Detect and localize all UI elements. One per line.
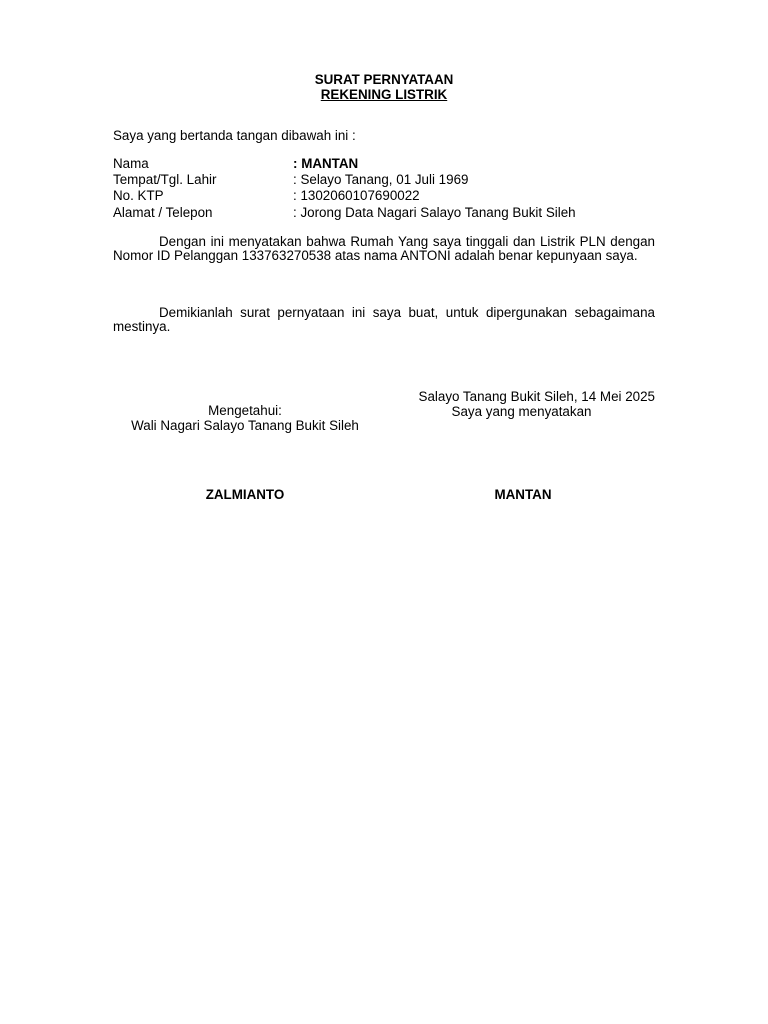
witness-label: Mengetahui: xyxy=(208,403,282,418)
witness-name: ZALMIANTO xyxy=(205,487,285,502)
witness-title: Wali Nagari Salayo Tanang Bukit Sileh xyxy=(131,418,359,433)
document-subtitle: REKENING LISTRIK xyxy=(320,87,448,102)
intro-text: Saya yang bertanda tangan dibawah ini : xyxy=(113,128,356,143)
identity-label: Alamat / Telepon xyxy=(113,205,213,220)
identity-value xyxy=(293,205,576,221)
identity-value-text: Selayo Tanang, 01 Juli 1969 xyxy=(300,172,469,187)
closing-paragraph: Demikianlah surat pernyataan ini saya buat, untuk dipergunakan sebagaimana mestinya. xyxy=(113,305,655,335)
identity-value-text: 1302060107690022 xyxy=(300,188,420,203)
document-title: SURAT PERNYATAAN xyxy=(314,72,454,87)
identity-separator: : xyxy=(293,172,301,187)
identity-value-text: Jorong Data Nagari Salayo Tanang Bukit Sileh xyxy=(300,205,576,220)
identity-value xyxy=(293,156,358,172)
identity-separator: : xyxy=(293,205,301,220)
identity-label: Tempat/Tgl. Lahir xyxy=(113,172,217,187)
identity-label: Nama xyxy=(113,156,149,171)
identity-value-text: MANTAN xyxy=(301,156,359,171)
place-date: Salayo Tanang Bukit Sileh, 14 Mei 2025 xyxy=(418,389,655,404)
declarant-name: MANTAN xyxy=(494,487,552,502)
identity-separator: : xyxy=(293,188,301,203)
identity-separator: : xyxy=(293,156,302,171)
declarant-label: Saya yang menyatakan xyxy=(451,404,592,419)
identity-value xyxy=(293,172,468,188)
statement-paragraph: Dengan ini menyatakan bahwa Rumah Yang saya tinggali dan Listrik PLN dengan Nomor ID Pelanggan 133763270538 atas nama ANTONI adalah benar kepunyaan saya. xyxy=(113,234,655,264)
identity-value xyxy=(293,188,420,204)
identity-label: No. KTP xyxy=(113,188,164,203)
